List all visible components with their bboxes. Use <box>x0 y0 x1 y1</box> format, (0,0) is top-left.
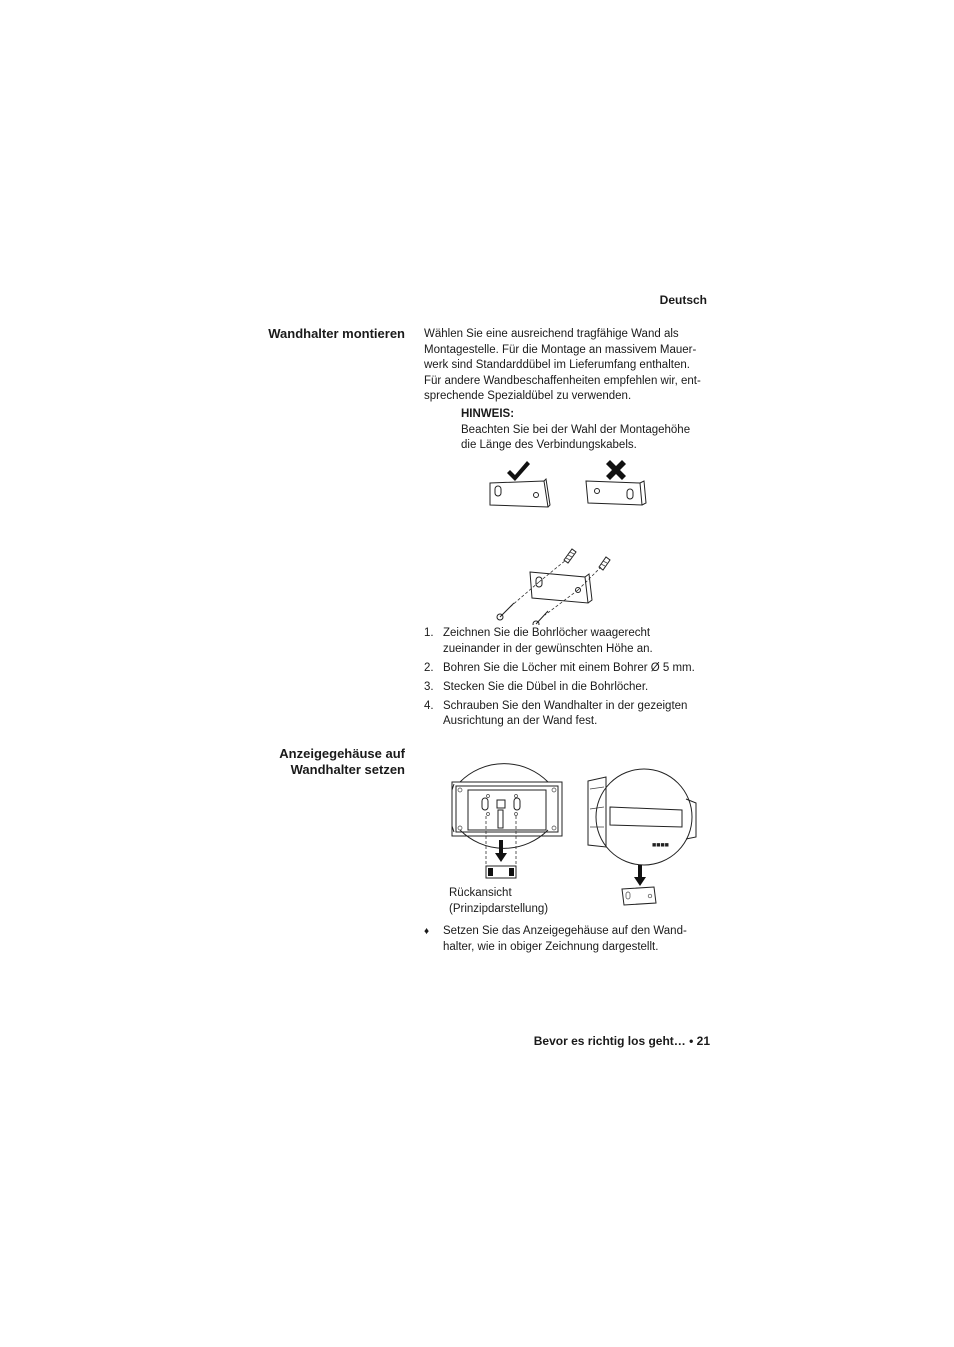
list-item: 1. Zeichnen Sie die Bohrlöcher waagerecht zueinander in der gewünschten Höhe an. <box>424 627 653 655</box>
section-heading-anzeigegehaeuse: Anzeigegehäuse auf Wandhalter setzen <box>279 746 405 777</box>
note-title: HINWEIS: <box>461 408 515 420</box>
screw-left <box>497 603 514 620</box>
front-view-illustration <box>582 765 712 910</box>
brand-logo: ■■■■ <box>652 842 669 849</box>
language-label: Deutsch <box>659 293 707 307</box>
bracket-orientation-illustration <box>480 455 660 515</box>
list-item: 3. Stecken Sie die Dübel in die Bohrlöcher. <box>424 680 649 693</box>
page-footer: Bevor es richtig los geht… • 21 <box>533 1034 710 1048</box>
bracket-correct <box>490 479 550 507</box>
dowel-right <box>599 557 610 570</box>
list-item: 2. Bohren Sie die Löcher mit einem Bohrer Ø 5 mm. <box>424 661 695 674</box>
mounting-steps-list <box>424 626 724 733</box>
mounting-exploded-illustration <box>490 545 620 625</box>
rear-view-illustration <box>440 760 570 885</box>
dowel-left <box>564 549 576 563</box>
arrow-down-icon <box>634 865 646 886</box>
intro-paragraph: Wählen Sie eine ausreichend tragfähige Wand als Montagestelle. Für die Montage an massivem Mauer- werk sind Standarddübel im Lieferumfang enthalten. Für andere Wandbeschaffenheiten empfehlen wir, ent- sprechende Spezialdübel zu verwenden. <box>424 328 701 402</box>
checkmark-icon <box>507 461 530 481</box>
section-heading-wandhalter: Wandhalter montieren <box>268 326 405 341</box>
note-box: HINWEIS: Beachten Sie bei der Wahl der Montagehöhe die Länge des Verbindungskabels. <box>461 407 721 454</box>
list-item: 4. Schrauben Sie den Wandhalter in der gezeigten Ausrichtung an der Wand fest. <box>424 699 688 727</box>
bracket-wrong <box>586 481 646 505</box>
cross-icon <box>606 460 626 480</box>
screw-right <box>533 611 548 625</box>
figure-caption: Rückansicht (Prinzipdarstellung) <box>449 887 549 915</box>
arrow-down-icon <box>495 840 507 862</box>
diamond-bullet-icon: ♦ <box>424 926 430 937</box>
